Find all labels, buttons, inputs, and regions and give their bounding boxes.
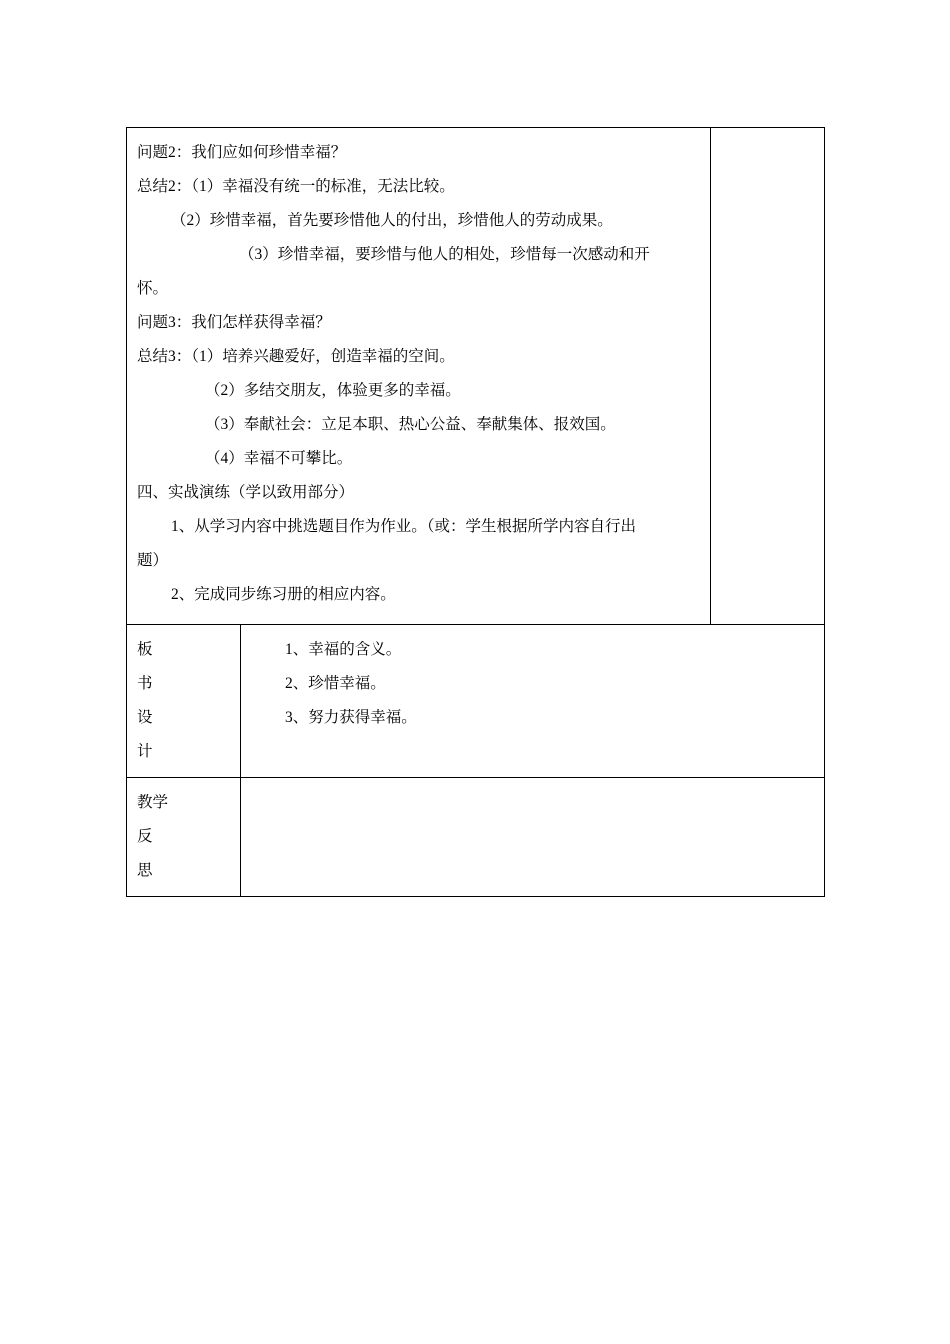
content-line: （2）多结交朋友，体验更多的幸福。 <box>205 382 461 399</box>
board-line: 2、珍惜幸福。 <box>285 675 386 692</box>
table-row-teaching-reflection <box>127 778 825 897</box>
board-design-content-cell <box>241 625 825 778</box>
table-row-board-design <box>127 625 825 778</box>
main-content-cell <box>127 128 711 625</box>
content-line: 2、完成同步练习册的相应内容。 <box>171 586 396 603</box>
reflection-label-char: 教学 <box>137 794 169 811</box>
board-label-char: 计 <box>137 743 153 760</box>
content-line: 怀。 <box>137 280 169 297</box>
reflection-label-cell <box>127 778 241 897</box>
content-line: 问题3：我们怎样获得幸福？ <box>137 314 331 331</box>
board-label-char: 板 <box>137 641 153 658</box>
board-label-char: 设 <box>137 709 153 726</box>
board-line: 3、努力获得幸福。 <box>285 709 417 726</box>
content-line: （3）珍惜幸福，要珍惜与他人的相处，珍惜每一次感动和开 <box>239 246 650 263</box>
content-line: 总结2：（1）幸福没有统一的标准，无法比较。 <box>137 178 455 195</box>
content-line: 问题2：我们应如何珍惜幸福？ <box>137 144 347 161</box>
board-label-char: 书 <box>137 675 153 692</box>
content-line: 四、实战演练（学以致用部分） <box>137 484 355 501</box>
board-line: 1、幸福的含义。 <box>285 641 402 658</box>
content-line: （3）奉献社会：立足本职、热心公益、奉献集体、报效国。 <box>205 416 616 433</box>
reflection-label-char: 反 <box>137 828 153 845</box>
content-line: （2）珍惜幸福，首先要珍惜他人的付出，珍惜他人的劳动成果。 <box>171 212 613 229</box>
reflection-content-cell <box>241 778 825 897</box>
content-line: （4）幸福不可攀比。 <box>205 450 353 467</box>
main-content-side-cell <box>711 128 825 625</box>
content-line: 总结3：（1）培养兴趣爱好，创造幸福的空间。 <box>137 348 455 365</box>
content-line: 题） <box>137 552 169 569</box>
lesson-plan-table <box>126 127 825 897</box>
reflection-label-char: 思 <box>137 862 153 879</box>
content-line: 1、从学习内容中挑选题目作为作业。（或：学生根据所学内容自行出 <box>171 518 637 535</box>
board-design-label-cell <box>127 625 241 778</box>
table-row-main-content <box>127 128 825 625</box>
